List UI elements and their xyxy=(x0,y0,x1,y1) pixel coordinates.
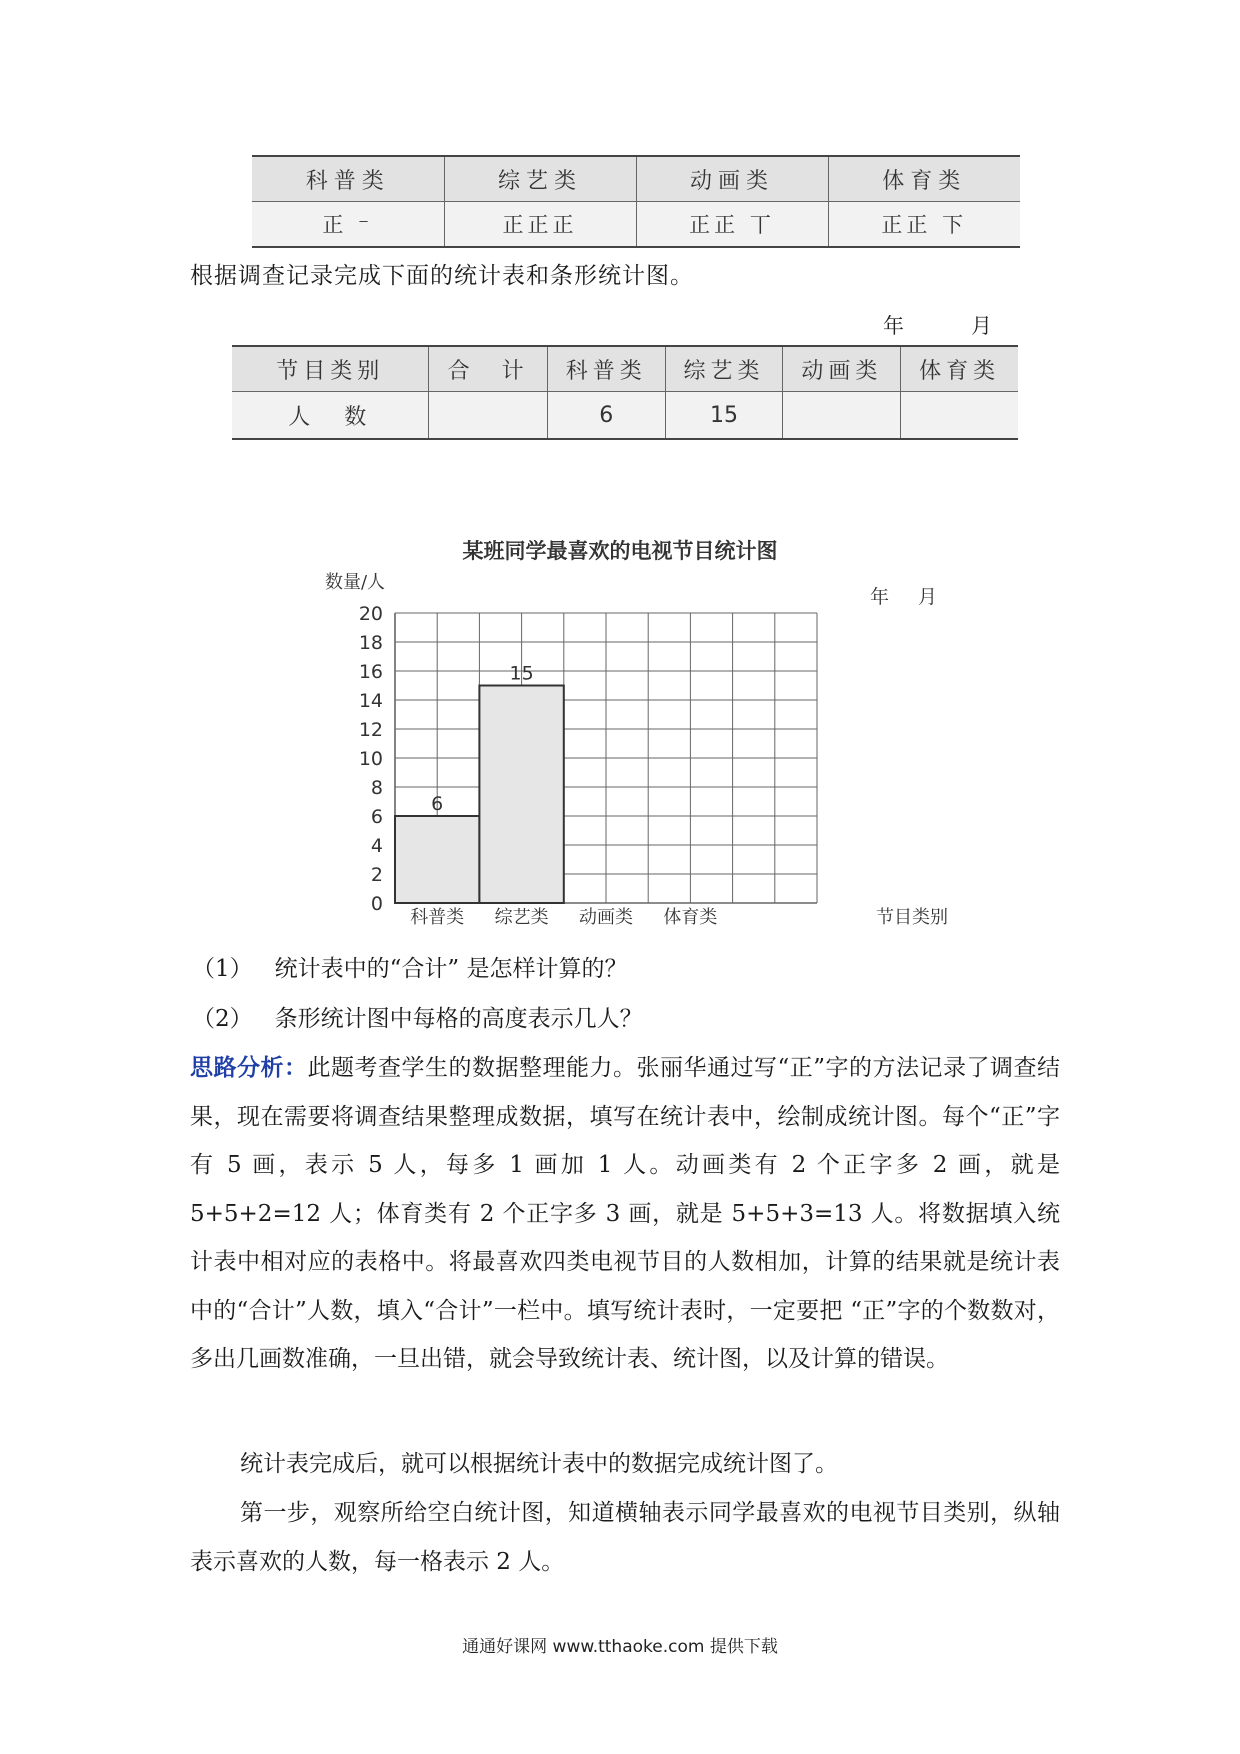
tally-mark-cell: 正 ⁻ xyxy=(252,202,444,248)
y-tick-label: 16 xyxy=(358,661,383,683)
tally-mark-cell: 正正 丅 xyxy=(636,202,828,248)
instruction-text: 根据调查记录完成下面的统计表和条形统计图。 xyxy=(190,263,694,289)
y-tick-label: 0 xyxy=(370,893,383,915)
question-1 xyxy=(192,950,627,983)
bar xyxy=(479,686,563,904)
y-tick-label: 6 xyxy=(370,806,383,828)
tally-mark-cell: 正正 下 xyxy=(828,202,1020,248)
question-number: （2） xyxy=(192,1006,253,1032)
analysis-paragraph xyxy=(190,1044,1060,1384)
stat-row-label: 人 数 xyxy=(232,392,429,440)
y-tick-label: 2 xyxy=(370,864,383,886)
y-tick-label: 18 xyxy=(358,632,383,654)
analysis-text: 此题考查学生的数据整理能力。张丽华通过写“正”字的方法记录了调查结果，现在需要将调查结果整理成数据，填写在统计表中，绘制成统计图。每个“正”字有 5 画，表示 5 人，每多 1 画加 1 人。动画类有 2 个正字多 2 画，就是 5+5+2=12 人；体育类有 2 个正字多 3 画，就是 5+5+3=13 人。将数据填入统计表中相对应的表格中。将最喜欢四类电视节目的人数相加，计算的结果就是统计表中的“合计”人数，填入“合计”一栏中。填写统计表时，一定要把 “正”字的个数数对，多出几画数准确，一旦出错，就会导致统计表、统计图，以及计算的错误。 xyxy=(190,1055,1060,1372)
x-tick-label: 科普类 xyxy=(410,907,465,928)
paragraph: 第一步，观察所给空白统计图，知道横轴表示同学最喜欢的电视节目类别，纵轴表示喜欢的人数，每一格表示 2 人。 xyxy=(190,1500,1060,1575)
chart-x-ticks xyxy=(410,907,717,928)
tally-header-cell: 科普类 xyxy=(252,156,444,202)
y-tick-label: 4 xyxy=(370,835,383,857)
stat-header-cell: 体育类 xyxy=(901,346,1018,392)
stat-header-cell: 科普类 xyxy=(547,346,665,392)
chart-date-month: 月 xyxy=(918,586,938,608)
y-tick-label: 12 xyxy=(358,719,383,741)
stat-value-cell: 15 xyxy=(665,392,783,440)
stat-value-row xyxy=(232,392,1018,440)
tally-mark-cell: 正正正 xyxy=(444,202,636,248)
tally-header-row xyxy=(252,156,1020,202)
stat-header-row xyxy=(232,346,1018,392)
statistics-table xyxy=(232,345,1018,440)
stat-value-cell: 6 xyxy=(547,392,665,440)
y-tick-label: 8 xyxy=(370,777,383,799)
y-tick-label: 20 xyxy=(358,603,383,625)
table-date-year: 年 xyxy=(883,314,904,338)
stat-value-cell xyxy=(901,392,1018,440)
bar-value-label: 15 xyxy=(509,662,534,685)
paragraph: 统计表完成后，就可以根据统计表中的数据完成统计图了。 xyxy=(240,1451,838,1477)
question-2 xyxy=(192,1000,643,1033)
stat-value-cell xyxy=(429,392,547,440)
stat-header-cell: 节目类别 xyxy=(232,346,429,392)
x-tick-label: 综艺类 xyxy=(494,907,549,928)
question-text: 条形统计图中每格的高度表示几人？ xyxy=(274,1006,643,1032)
chart-y-ticks xyxy=(359,603,383,915)
question-text: 统计表中的“合计” 是怎样计算的？ xyxy=(274,956,628,982)
chart-title: 某班同学最喜欢的电视节目统计图 xyxy=(462,539,778,563)
y-tick-label: 14 xyxy=(358,690,383,712)
stat-header-cell: 合 计 xyxy=(429,346,547,392)
stat-value-cell xyxy=(783,392,901,440)
x-tick-label: 动画类 xyxy=(579,907,633,928)
bar-chart xyxy=(300,530,948,940)
tally-header-cell: 动画类 xyxy=(636,156,828,202)
x-tick-label: 体育类 xyxy=(663,907,718,928)
bar-value-label: 6 xyxy=(431,793,444,815)
chart-ylabel: 数量/人 xyxy=(324,572,386,593)
table-date-month: 月 xyxy=(971,314,992,338)
stat-header-cell: 动画类 xyxy=(783,346,901,392)
tally-header-cell: 体育类 xyxy=(828,156,1020,202)
tally-marks-row xyxy=(252,202,1020,248)
tally-header-cell: 综艺类 xyxy=(444,156,636,202)
stat-header-cell: 综艺类 xyxy=(665,346,783,392)
analysis-label: 思路分析： xyxy=(190,1054,308,1081)
y-tick-label: 10 xyxy=(358,748,383,770)
tally-table xyxy=(252,155,1020,248)
chart-xlabel: 节目类别 xyxy=(876,907,948,928)
page-footer: 通通好课网 www.tthaoke.com 提供下载 xyxy=(462,1637,778,1657)
bar xyxy=(395,816,479,903)
chart-bars xyxy=(395,663,564,904)
chart-date-year: 年 xyxy=(870,586,890,608)
question-number: （1） xyxy=(192,956,253,982)
